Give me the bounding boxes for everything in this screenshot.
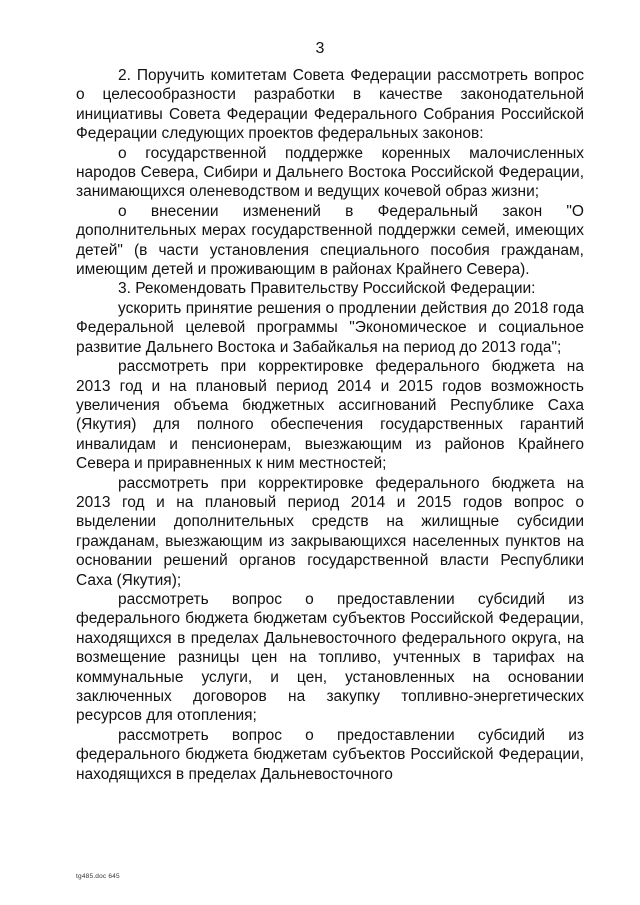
paragraph-program-extension: ускорить принятие решения о продлении действия до 2018 года Федеральной целевой программы "Экономическое и социальное развитие Дальнего Востока и Забайкалья на период до 2013 года";: [76, 299, 584, 356]
document-body: [76, 66, 584, 784]
paragraph-subsidies-continued: рассмотреть вопрос о предоставлении субсидий из федерального бюджета бюджетам субъектов Российской Федерации, находящихся в пределах Дальневосточного: [76, 726, 584, 783]
page-number: 3: [315, 40, 325, 57]
paragraph-bill-indigenous-support: о государственной поддержке коренных малочисленных народов Севера, Сибири и Дальнего Востока Российской Федерации, занимающихся оленеводством и ведущих кочевой образ жизни;: [76, 144, 584, 201]
paragraph-item-3: 3. Рекомендовать Правительству Российской Федерации:: [118, 280, 536, 298]
paragraph-item-2: 2. Поручить комитетам Совета Федерации рассмотреть вопрос о целесообразности разработки в качестве законодательной инициативы Совета Федерации Федерального Собрания Российской Федерации следующих проектов федеральных законов:: [76, 67, 584, 143]
paragraph-budget-guarantees: рассмотреть при корректировке федерального бюджета на 2013 год и на плановый период 2014 и 2015 годов возможность увеличения объема бюджетных ассигнований Республике Саха (Якутия) для полного обеспечения государственных гарантий инвалидам и пенсионерам, выезжающим из районов Крайнего Севера и приравненных к ним местностей;: [76, 358, 584, 473]
paragraph-housing-subsidies: рассмотреть при корректировке федерального бюджета на 2013 год и на плановый период 2014 и 2015 годов вопрос о выделении дополнительных средств на жилищные субсидии гражданам, выезжающим из закрывающихся населенных пунктов на основании решений органов государственной власти Республики Саха (Якутия);: [76, 474, 584, 589]
footer-document-code: tg485.doc 645: [76, 873, 120, 880]
paragraph-bill-family-support: о внесении изменений в Федеральный закон "О дополнительных мерах государственной поддержки семей, имеющих детей" (в части установления специального пособия гражданам, имеющим детей и проживающим в районах Крайнего Севера).: [76, 202, 584, 279]
paragraph-fuel-subsidies: рассмотреть вопрос о предоставлении субсидий из федерального бюджета бюджетам субъектов Российской Федерации, находящихся в пределах Дальневосточного федерального округа, на возмещение разницы цен на топливо, учтенных в тарифах на коммунальные услуги, и цен, установленных на основании заключенных договоров на закупку топливно-энергетических ресурсов для отопления;: [76, 590, 584, 725]
